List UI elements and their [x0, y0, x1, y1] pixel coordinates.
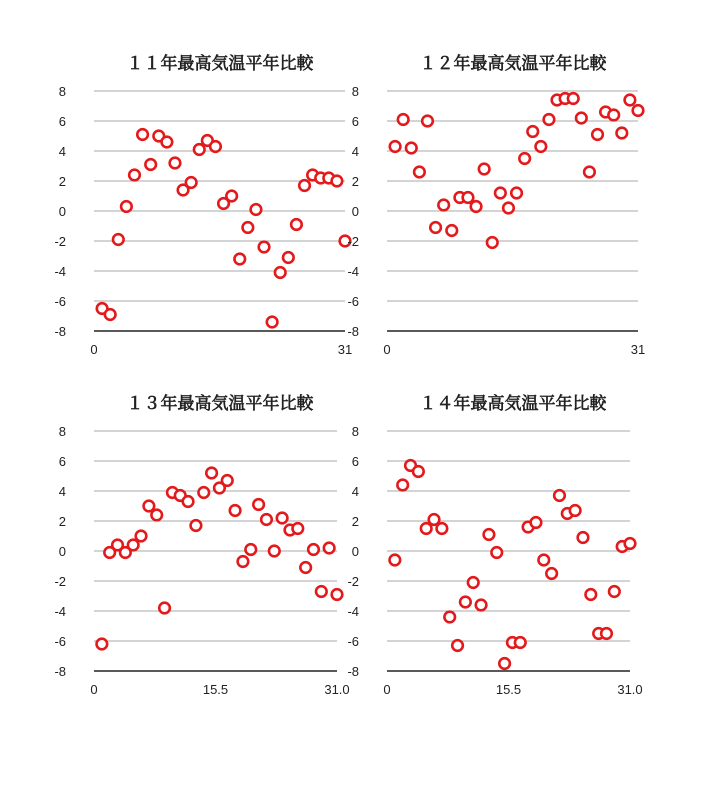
y-tick-label: -6: [54, 634, 66, 649]
data-point: [300, 562, 311, 573]
data-point: [398, 114, 409, 125]
data-point: [170, 158, 181, 169]
chart-title: １２年最高気温平年比較: [419, 54, 607, 74]
y-tick-label: 6: [58, 114, 66, 129]
data-point: [421, 523, 432, 534]
y-tick-label: -2: [347, 234, 359, 249]
data-point: [438, 200, 449, 211]
data-point: [576, 113, 587, 124]
y-tick-label: -6: [347, 634, 359, 649]
data-point: [253, 499, 264, 510]
data-point: [601, 628, 612, 639]
data-point: [206, 468, 217, 479]
y-tick-label: -4: [54, 604, 66, 619]
data-point: [105, 309, 116, 320]
data-point: [308, 544, 319, 555]
y-tick-label: -4: [54, 264, 66, 279]
y-tick-label: 8: [58, 84, 66, 99]
data-point: [430, 222, 441, 233]
data-point: [491, 547, 502, 558]
data-point: [586, 589, 597, 600]
data-point: [460, 597, 471, 608]
x-tick-label: 31.0: [324, 682, 350, 697]
x-tick-label: 0: [90, 342, 98, 357]
data-point: [444, 612, 455, 623]
data-point: [144, 501, 155, 512]
y-tick-label: 6: [351, 454, 359, 469]
y-tick-label: -2: [347, 574, 359, 589]
data-point: [267, 317, 278, 328]
data-point: [609, 586, 620, 597]
data-point: [471, 201, 482, 212]
data-point: [97, 639, 108, 650]
data-point: [468, 577, 479, 588]
y-tick-label: 6: [58, 454, 66, 469]
data-point: [429, 514, 440, 525]
data-point: [617, 128, 628, 139]
data-point: [332, 176, 343, 187]
data-point: [625, 538, 636, 549]
data-point: [397, 480, 408, 491]
x-tick-label: 0: [90, 682, 98, 697]
x-tick-label: 0: [383, 682, 391, 697]
y-tick-label: -8: [347, 324, 359, 339]
data-point: [277, 513, 288, 524]
x-tick-label: 0: [383, 342, 391, 357]
y-tick-label: 2: [351, 174, 359, 189]
data-point: [584, 167, 595, 178]
y-tick-label: 0: [58, 544, 66, 559]
data-point: [570, 505, 581, 516]
data-point: [299, 180, 310, 191]
data-point: [191, 520, 202, 531]
data-point: [578, 532, 589, 543]
data-point: [515, 637, 526, 648]
data-point: [243, 222, 254, 233]
y-tick-label: 6: [351, 114, 359, 129]
data-point: [495, 188, 506, 199]
y-tick-label: -8: [54, 324, 66, 339]
y-tick-label: 4: [351, 144, 359, 159]
x-tick-label: 31: [337, 342, 353, 357]
data-point: [554, 490, 565, 501]
chart-panel-2014: [347, 393, 642, 697]
data-point: [592, 129, 603, 140]
data-point: [293, 523, 304, 534]
y-tick-label: 0: [351, 544, 359, 559]
data-point: [527, 126, 538, 137]
y-tick-label: 8: [351, 424, 359, 439]
data-point: [499, 658, 510, 669]
data-point: [546, 568, 557, 579]
y-tick-label: -2: [54, 574, 66, 589]
y-tick-label: 4: [58, 144, 66, 159]
data-point: [531, 517, 542, 528]
data-point: [463, 192, 474, 203]
y-tick-label: -8: [54, 664, 66, 679]
y-tick-label: 8: [351, 84, 359, 99]
data-point: [316, 586, 327, 597]
data-point: [226, 191, 237, 202]
x-tick-label: 31.0: [617, 682, 643, 697]
data-point: [251, 204, 262, 215]
y-tick-label: -4: [347, 264, 359, 279]
data-point: [503, 203, 514, 214]
data-point: [422, 116, 433, 127]
data-point: [476, 600, 487, 611]
data-point: [633, 105, 644, 116]
y-tick-label: -8: [347, 664, 359, 679]
x-tick-label: 15.5: [202, 682, 229, 697]
data-point: [136, 531, 147, 542]
y-tick-label: 0: [351, 204, 359, 219]
data-point: [414, 167, 425, 178]
data-point: [437, 523, 448, 534]
data-point: [625, 95, 636, 106]
data-point: [261, 514, 272, 525]
data-point: [283, 252, 294, 263]
data-point: [210, 141, 221, 152]
data-point: [162, 137, 173, 148]
x-tick-label: 31: [630, 342, 646, 357]
data-point: [145, 159, 156, 170]
data-point: [452, 640, 463, 651]
y-tick-label: -6: [54, 294, 66, 309]
data-point: [275, 267, 286, 278]
data-point: [121, 201, 132, 212]
data-point: [406, 143, 417, 154]
data-point: [390, 555, 401, 566]
y-tick-label: 0: [58, 204, 66, 219]
y-tick-label: -6: [347, 294, 359, 309]
data-point: [390, 141, 401, 152]
y-tick-label: 2: [351, 514, 359, 529]
data-point: [519, 153, 530, 164]
data-point: [487, 237, 498, 248]
data-point: [183, 496, 194, 507]
data-point: [128, 540, 139, 551]
data-point: [222, 475, 233, 486]
data-point: [159, 603, 170, 614]
data-point: [129, 170, 140, 181]
data-point: [137, 129, 148, 140]
data-point: [413, 466, 424, 477]
y-tick-label: -4: [347, 604, 359, 619]
data-point: [259, 242, 270, 253]
data-point: [238, 556, 249, 567]
data-point: [536, 141, 547, 152]
data-point: [234, 254, 245, 265]
data-point: [484, 529, 495, 540]
data-point: [230, 505, 241, 516]
data-point: [544, 114, 555, 125]
y-tick-label: 4: [351, 484, 359, 499]
data-point: [332, 589, 343, 600]
y-tick-label: 2: [58, 514, 66, 529]
data-point: [194, 144, 205, 155]
data-point: [511, 188, 522, 199]
data-point: [291, 219, 302, 230]
y-tick-label: -2: [54, 234, 66, 249]
data-point: [269, 546, 280, 557]
y-tick-label: 4: [58, 484, 66, 499]
data-point: [538, 555, 549, 566]
data-point: [198, 487, 209, 498]
data-point: [151, 510, 162, 521]
data-point: [446, 225, 457, 236]
chart-panel-2011: [54, 53, 352, 357]
data-point: [568, 93, 579, 104]
data-point: [113, 234, 124, 245]
chart-title: １３年最高気温平年比較: [126, 394, 314, 414]
y-tick-label: 8: [58, 424, 66, 439]
x-tick-label: 15.5: [495, 682, 522, 697]
y-tick-label: 2: [58, 174, 66, 189]
data-point: [324, 543, 335, 554]
chart-panel-2013: [54, 393, 349, 697]
data-point: [479, 164, 490, 175]
chart-title: １４年最高気温平年比較: [419, 394, 607, 414]
data-point: [608, 110, 619, 121]
chart-title: １１年最高気温平年比較: [126, 54, 314, 74]
data-point: [245, 544, 256, 555]
data-point: [186, 177, 197, 188]
chart-panel-2012: [347, 53, 645, 357]
